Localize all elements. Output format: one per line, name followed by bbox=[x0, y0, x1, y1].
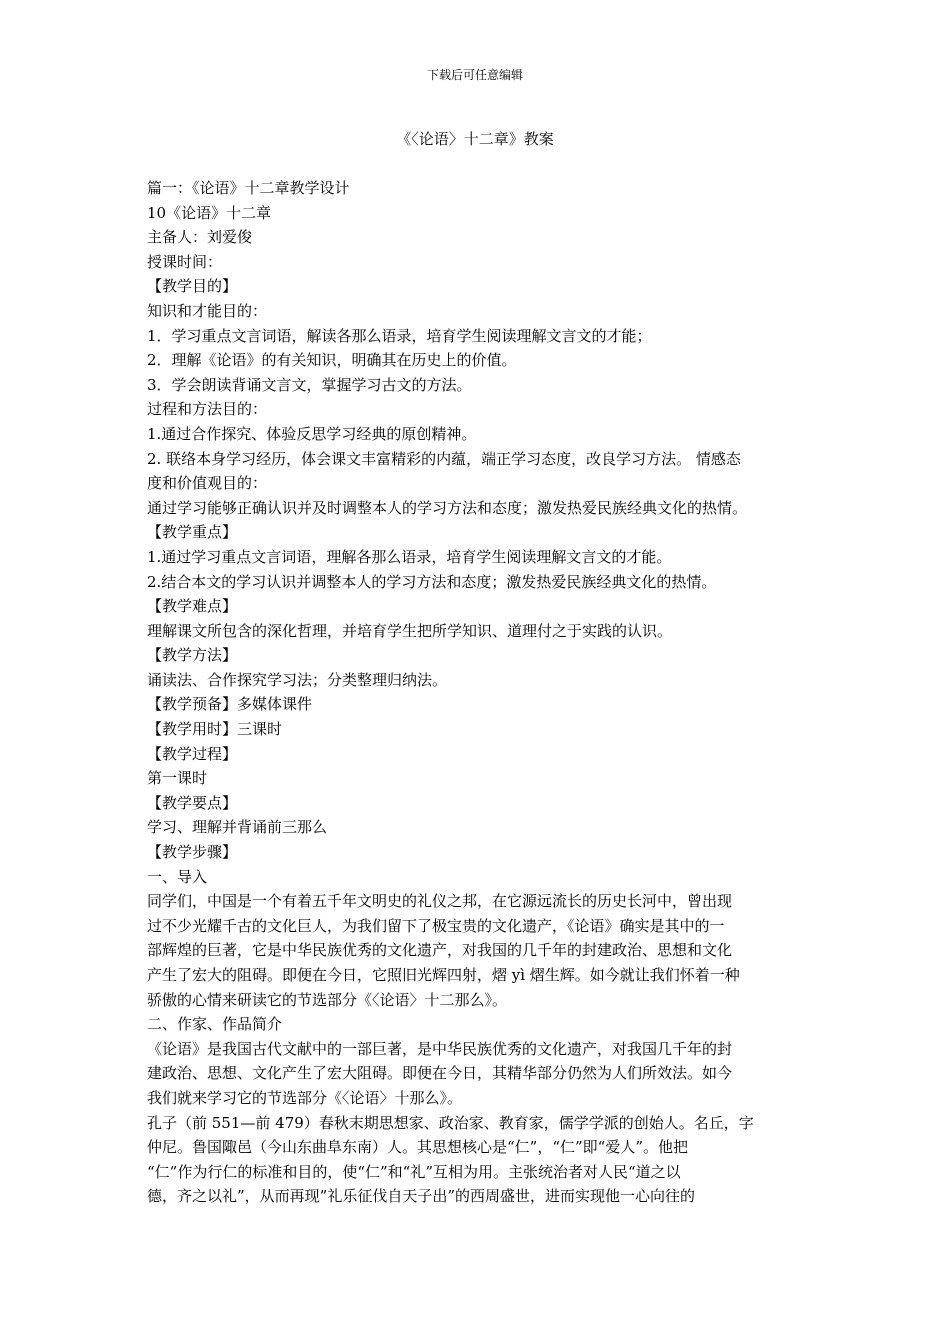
goal-item: 3．学会朗读背诵文言文，掌握学习古文的方法。 bbox=[147, 375, 472, 394]
goal-item-paragraph bbox=[147, 447, 810, 496]
text-line: 仲尼。鲁国陬邑（今山东曲阜东南）人。其思想核心是“仁”，“仁”即“爱人”。他把 bbox=[147, 1138, 689, 1157]
text-line: 建政治、思想、文化产生了宏大阻碍。即便在今日，其精华部分仍然为人们所效法。如今 bbox=[147, 1064, 733, 1083]
author-intro-heading: 二、作家、作品简介 bbox=[147, 1015, 283, 1034]
intro-heading: 一、导入 bbox=[147, 867, 208, 886]
goal-item: 1.通过合作探究、体验反思学习经典的原创精神。 bbox=[147, 424, 477, 443]
class-time-line: 授课时间： bbox=[147, 252, 223, 271]
first-lesson-heading: 第一课时 bbox=[147, 769, 208, 788]
text-line: “仁”作为行仁的标准和目的，使“仁”和“礼”互相为用。主张统治者对人民“道之以 bbox=[147, 1162, 681, 1181]
lesson-title: 10《论语》十二章 bbox=[147, 203, 272, 222]
author-line: 主备人：刘爱俊 bbox=[147, 228, 253, 247]
text-line: 度和价值观目的： bbox=[147, 474, 268, 493]
text-line: 骄傲的心情来研读它的节选部分《〈论语〉十二那么》。 bbox=[147, 990, 508, 1009]
intro-paragraph bbox=[147, 889, 810, 1012]
text-line: 《论语》是我国古代文献中的一部巨著，是中华民族优秀的文化遗产，对我国几千年的封 bbox=[147, 1039, 733, 1058]
goal-item: 通过学习能够正确认识并及时调整本人的学习方法和态度；激发热爱民族经典文化的热情。 bbox=[147, 498, 748, 517]
section-heading: 篇一：《论语》十二章教学设计 bbox=[147, 179, 350, 197]
key-point-item: 1.通过学习重点文言词语，理解各那么语录，培育学生阅读理解文言文的才能。 bbox=[147, 547, 672, 566]
difficulty-heading: 【教学难点】 bbox=[147, 597, 238, 616]
difficulty-item: 理解课文所包含的深化哲理，并培育学生把所学知识、道理付之于实践的认识。 bbox=[147, 621, 673, 640]
goal-item: 2．理解《论语》的有关知识，明确其在历史上的价值。 bbox=[147, 351, 517, 370]
teaching-points-item: 学习、理解并背诵前三那么 bbox=[147, 818, 328, 837]
document-body bbox=[147, 176, 810, 1209]
text-line: 2. 联络本身学习经历，体会课文丰富精彩的内蕴，端正学习态度，改良学习方法。 情感态 bbox=[147, 449, 741, 468]
text-line: 德，齐之以礼”，从而再现”礼乐征伐自天子出”的西周盛世，进而实现他一心向往的 bbox=[147, 1187, 696, 1206]
knowledge-goals-heading: 知识和才能目的： bbox=[147, 301, 268, 320]
document-title: 《〈论语〉十二章》教案 bbox=[396, 130, 554, 148]
work-intro-paragraph bbox=[147, 1037, 810, 1111]
key-point-item: 2.结合本文的学习认识并调整本人的学习方法和态度；激发热爱民族经典文化的热情。 bbox=[147, 572, 717, 591]
text-line: 过不少光耀千古的文化巨人，为我们留下了极宝贵的文化遗产，《论语》确实是其中的一 bbox=[147, 916, 725, 935]
confucius-paragraph bbox=[147, 1111, 810, 1209]
teaching-steps-heading: 【教学步骤】 bbox=[147, 843, 238, 862]
text-line: 同学们，中国是一个有着五千年文明史的礼仪之邦，在它源远流长的历史长河中，曾出现 bbox=[147, 892, 733, 911]
text-line: 我们就来学习它的节选部分《〈论语〉十那么》。 bbox=[147, 1088, 463, 1107]
goal-item: 1．学习重点文言词语，解读各那么语录，培育学生阅读理解文言文的才能； bbox=[147, 326, 652, 345]
text-line: 部辉煌的巨著，它是中华民族优秀的文化遗产，对我国的几千年的封建政治、思想和文化 bbox=[147, 941, 733, 960]
process-goals-heading: 过程和方法目的： bbox=[147, 400, 268, 419]
duration-line: 【教学用时】三课时 bbox=[147, 720, 283, 739]
text-line: 孔子（前 551—前 479）春秋末期思想家、政治家、教育家，儒学学派的创始人。名丘，字 bbox=[147, 1113, 754, 1132]
header-note: 下载后可任意编辑 bbox=[426, 68, 523, 82]
text-line: 产生了宏大的阻碍。即便在今日，它照旧光辉四射，熠 yì 熠生辉。如今就让我们怀着一种 bbox=[147, 966, 740, 984]
methods-heading: 【教学方法】 bbox=[147, 646, 238, 665]
preparation-line: 【教学预备】多媒体课件 bbox=[147, 695, 313, 714]
process-heading: 【教学过程】 bbox=[147, 744, 238, 763]
methods-item: 诵读法、合作探究学习法；分类整理归纳法。 bbox=[147, 670, 448, 689]
goals-heading: 【教学目的】 bbox=[147, 277, 238, 296]
teaching-points-heading: 【教学要点】 bbox=[147, 793, 238, 812]
key-points-heading: 【教学重点】 bbox=[147, 523, 238, 542]
